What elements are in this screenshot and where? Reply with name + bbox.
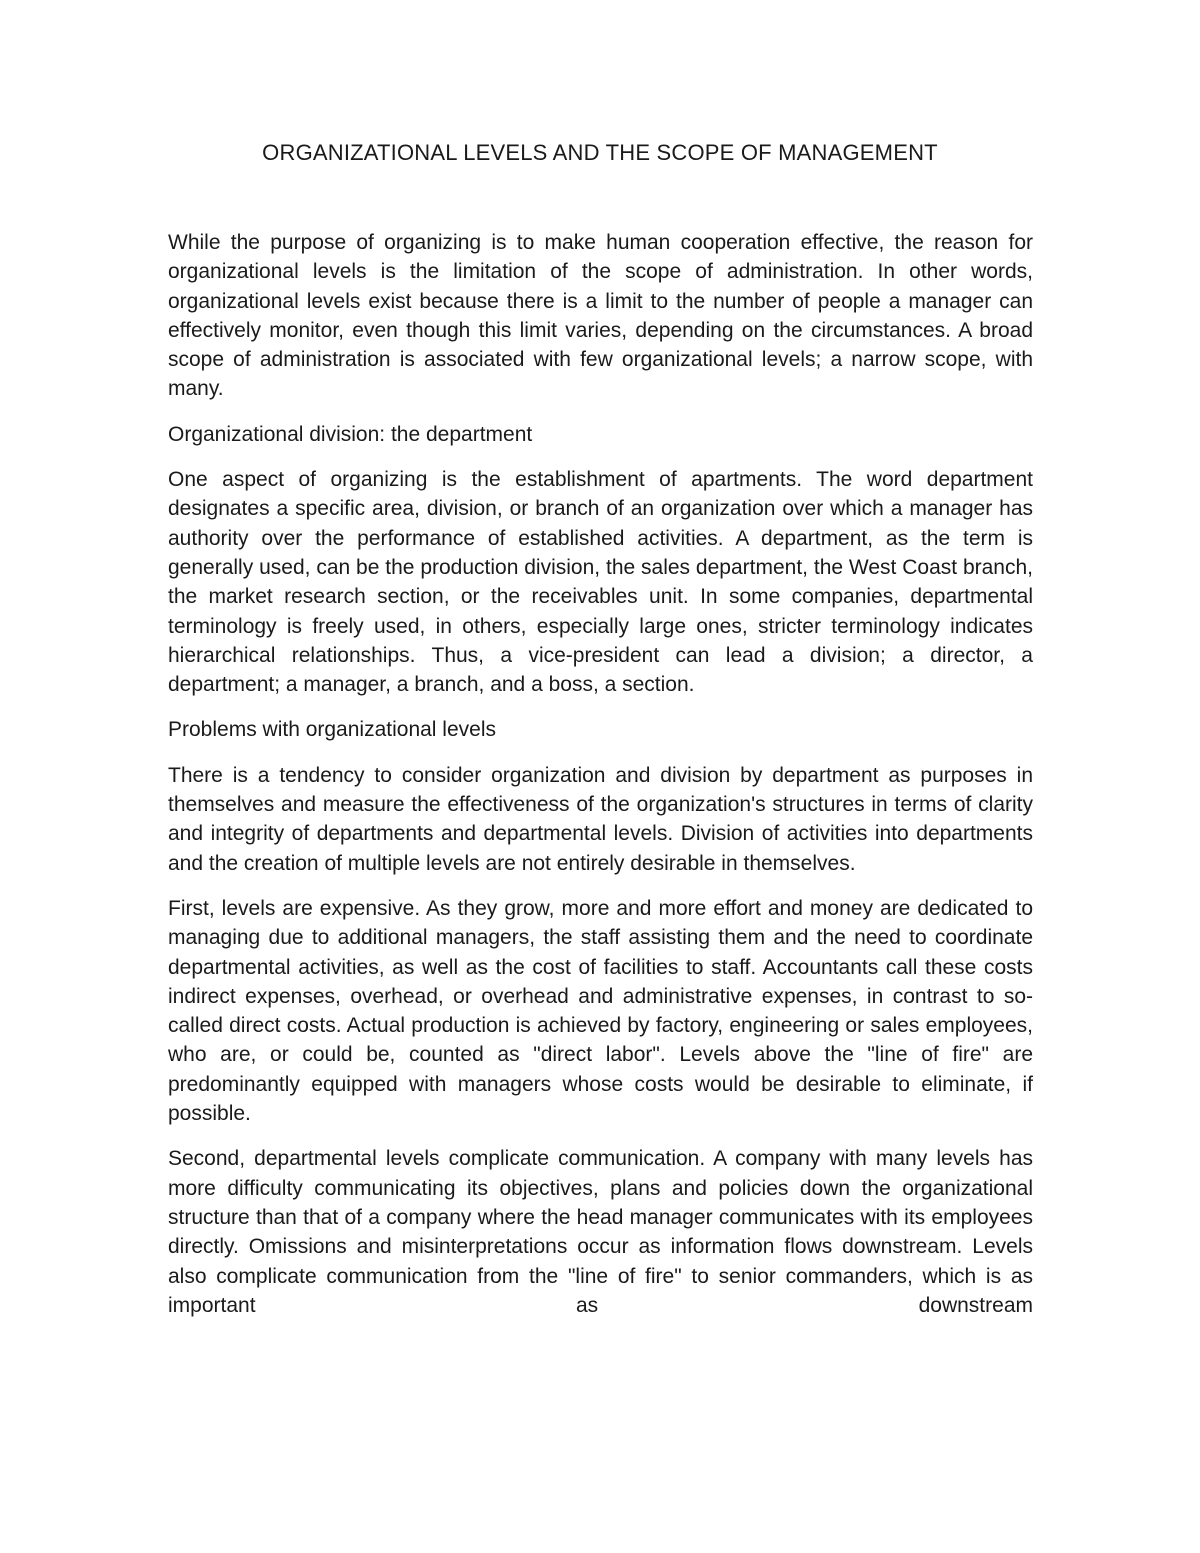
paragraph-problems: There is a tendency to consider organization and division by department as purposes in themselves and measure the effectiveness of the organization's structures in terms of clarity and integrity of departments and departmental levels. Division of activities into departments and the creation of multiple levels are not entirely desirable in themselves. [168, 763, 1033, 875]
paragraph-scope-intro: While the purpose of organizing is to make human cooperation effective, the reason for organizational levels is the limitation of the scope of administration. In other words, organizational levels exist because there is a limit to the number of people a manager can effectively monitor, even though this limit varies, depending on the circumstances. A broad scope of administration is associated with few organizational levels; a narrow scope, with many. [168, 231, 1033, 401]
section-heading-problems: Problems with organizational levels [168, 718, 496, 742]
document-body [168, 228, 1033, 1336]
paragraph-levels-expensive: First, levels are expensive. As they grow, more and more effort and money are dedicated to managing due to additional managers, the staff assisting them and the need to coordinate departmental activities, as well as the cost of facilities to staff. Accountants call these costs indirect expenses, overhead, or overhead and administrative expenses, in contrast to so-called direct costs. Actual production is achieved by factory, engineering or sales employees, who are, or could be, counted as "direct labor". Levels above the "line of fire" are predominantly equipped with managers whose costs would be desirable to eliminate, if possible. [168, 896, 1033, 1126]
section-heading-department: Organizational division: the department [168, 422, 533, 446]
paragraph-department: One aspect of organizing is the establishment of apartments. The word department designates a specific area, division, or branch of an organization over which a manager has authority over the performance of established activities. A department, as the term is generally used, can be the production division, the sales department, the West Coast branch, the market research section, or the receivables unit. In some companies, departmental terminology is freely used, in others, especially large ones, stricter terminology indicates hierarchical relationships. Thus, a vice-president can lead a division; a director, a department; a manager, a branch, and a boss, a section. [168, 468, 1033, 697]
paragraph-communication: Second, departmental levels complicate communication. A company with many levels has more difficulty communicating its objectives, plans and policies down the organizational structure than that of a company where the head manager communicates with its employees directly. Omissions and misinterpretations occur as information flows downstream. Levels also complicate communication from the "line of fire" to senior commanders, which is as important as downstream [168, 1147, 1033, 1317]
document-title: ORGANIZATIONAL LEVELS AND THE SCOPE OF MANAGEMENT [262, 140, 938, 165]
